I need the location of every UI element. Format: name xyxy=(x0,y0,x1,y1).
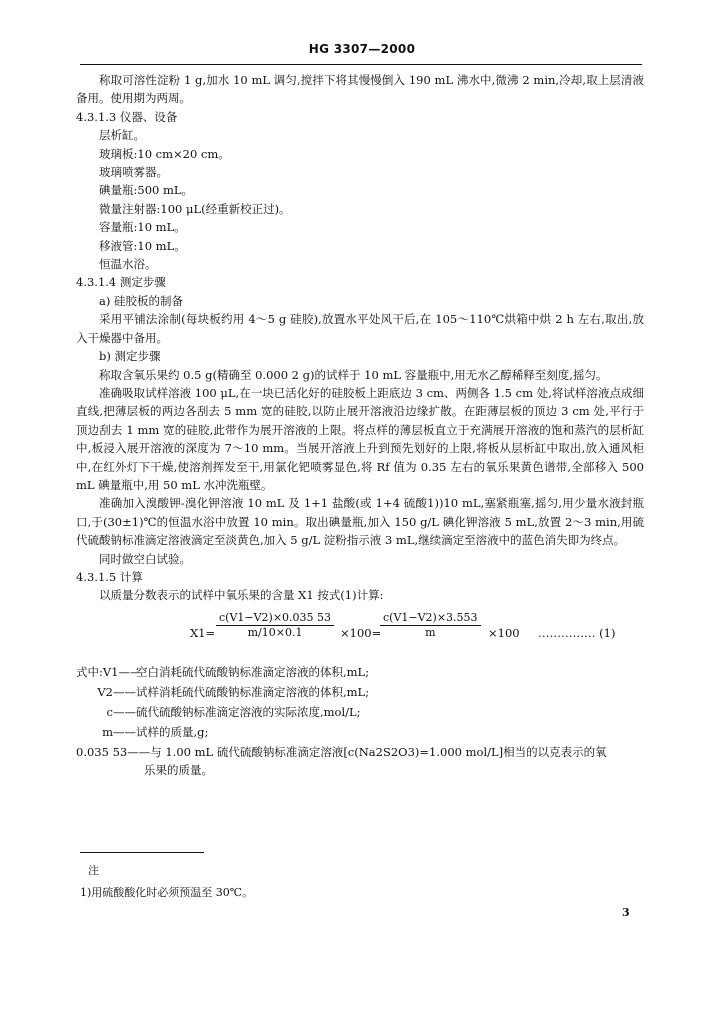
section-number: 4.3.1.5 xyxy=(76,569,117,584)
fraction-numerator: c(V1−V2)×3.553 xyxy=(380,611,481,626)
section-title: 仪器、设备 xyxy=(119,109,178,124)
step-b-paragraph-1: 称取含氧乐果约 0.5 g(精确至 0.000 2 g)的试样于 10 mL 容量瓶中,用无水乙醇稀释至刻度,摇匀。 xyxy=(99,367,608,382)
variable-definition xyxy=(76,663,644,683)
step-b-paragraph-3: 准确加入溴酸钾-溴化钾溶液 10 mL 及 1+1 盐酸(或 1+4 硫酸1))10 mL,塞紧瓶塞,摇匀,用少量水液封瓶口,于(30±1)℃的恒温水浴中放置 10 min。取出碘量瓶,加入 150 g/L 碘化钾溶液 5 mL,放置 2～3 min,用硫代硫酸钠标准滴定溶液滴定至淡黄色,加入 5 g/L 淀粉指示液 3 mL,继续滴定至溶液中的蓝色消失即为终点。 xyxy=(76,496,644,548)
variable-definition xyxy=(76,723,644,743)
document-body xyxy=(76,71,644,780)
formula-middle: ×100= xyxy=(340,625,382,640)
equipment-item: 碘量瓶:500 mL。 xyxy=(99,183,194,198)
header-rule xyxy=(80,64,642,65)
standard-number-header: HG 3307—2000 xyxy=(308,42,416,56)
step-b-paragraph-2: 准确吸取试样溶液 100 μL,在一块已活化好的硅胶板上距底边 3 cm、两侧各 1.5 cm 处,将试样溶液点成细直线,把薄层板的两边各刮去 5 mm 宽的硅胶,以防止展开溶液沿边缘扩散。在距薄层板的顶边 3 cm 处,平行于顶边刮去 1 mm 宽的硅胶,此带作为展开溶液的上限。将点样的薄层板直立于充满展开溶液的饱和蒸汽的层析缸中,板浸入展开溶液的深度为 7～10 mm。当展开溶液上升到预先划好的上限,将板从层析缸中取出,放入通风柜中,在红外灯下干燥,使溶剂挥发至干,用氯化钯喷雾显色,将 Rf 值为 0.35 左右的氧乐果黄色谱带,全部移入 500 mL 碘量瓶中,用 50 mL 水冲洗瓶壁。 xyxy=(76,385,644,492)
variable-symbol: 式中:V1—— xyxy=(76,664,142,679)
fraction-numerator: c(V1−V2)×0.035 53 xyxy=(216,611,334,626)
variable-description: 空白消耗硫代硫酸钠标准滴定溶液的体积,mL; xyxy=(136,664,370,679)
fraction-denominator: m xyxy=(425,625,436,639)
step-a-title: a) 硅胶板的制备 xyxy=(99,293,183,308)
section-4315-heading xyxy=(76,568,644,586)
variable-description: 试样的质量,g; xyxy=(136,724,209,739)
equipment-item: 容量瓶:10 mL。 xyxy=(99,220,186,235)
formula-lhs: X1= xyxy=(190,625,216,640)
equipment-item: 微量注射器:100 μL(经重新校正过)。 xyxy=(99,201,291,216)
section-number: 4.3.1.3 xyxy=(76,109,117,124)
variable-symbol: c—— xyxy=(106,704,136,719)
starch-preparation-paragraph: 称取可溶性淀粉 1 g,加水 10 mL 调匀,搅拌下将其慢慢倒入 190 mL 沸水中,微沸 2 min,冷却,取上层清液备用。使用期为两周。 xyxy=(76,73,644,106)
calculation-intro: 以质量分数表示的试样中氧乐果的含量 X1 按式(1)计算: xyxy=(99,588,384,603)
equipment-item: 玻璃板:10 cm×20 cm。 xyxy=(99,146,230,161)
step-b-paragraph-4: 同时做空白试验。 xyxy=(99,551,191,566)
footnote-text: 1)用硫酸酸化时必须预温至 30℃。 xyxy=(80,886,254,899)
variable-description: 硫代硫酸钠标准滴定溶液的实际浓度,mol/L; xyxy=(136,704,361,719)
equipment-item: 移液管:10 mL。 xyxy=(99,238,186,253)
constant-definition-line-1: 0.035 53——与 1.00 mL 硫代硫酸钠标准滴定溶液[c(Na2S2O3)=1.000 mol/L]相当的以克表示的氧 xyxy=(76,744,607,759)
page-number: 3 xyxy=(622,906,630,919)
formula-number: …………… (1) xyxy=(538,625,616,640)
formula-fraction-1 xyxy=(216,611,334,640)
variable-symbol: V2—— xyxy=(97,684,136,699)
formula-tail: ×100 xyxy=(488,625,520,640)
section-title: 测定步骤 xyxy=(119,275,166,290)
footnote-heading: 注 xyxy=(88,864,99,877)
fraction-denominator: m/10×0.1 xyxy=(247,625,303,639)
equipment-item: 层析缸。 xyxy=(99,128,145,143)
section-title: 计算 xyxy=(119,569,143,584)
equipment-item: 玻璃喷雾器。 xyxy=(99,165,168,180)
step-a-text: 采用平铺法涂制(每块板约用 4～5 g 硅胶),放置水平处风干后,在 105～110℃烘箱中烘 2 h 左右,取出,放入干燥器中备用。 xyxy=(76,312,644,345)
section-4314-heading xyxy=(76,273,644,291)
formula-1 xyxy=(76,607,644,663)
equipment-item: 恒温水浴。 xyxy=(99,257,157,272)
section-number: 4.3.1.4 xyxy=(76,275,117,290)
constant-definition-line-2: 乐果的质量。 xyxy=(144,763,213,778)
step-b-title: b) 测定步骤 xyxy=(99,349,161,364)
variable-definition xyxy=(76,703,644,723)
variable-description: 试样消耗硫代硫酸钠标准滴定溶液的体积,mL; xyxy=(136,684,370,699)
variable-symbol: m—— xyxy=(102,724,136,739)
variable-definition xyxy=(76,683,644,703)
footnote-rule xyxy=(80,852,204,853)
formula-fraction-2 xyxy=(380,611,481,640)
section-4313-heading xyxy=(76,108,644,126)
